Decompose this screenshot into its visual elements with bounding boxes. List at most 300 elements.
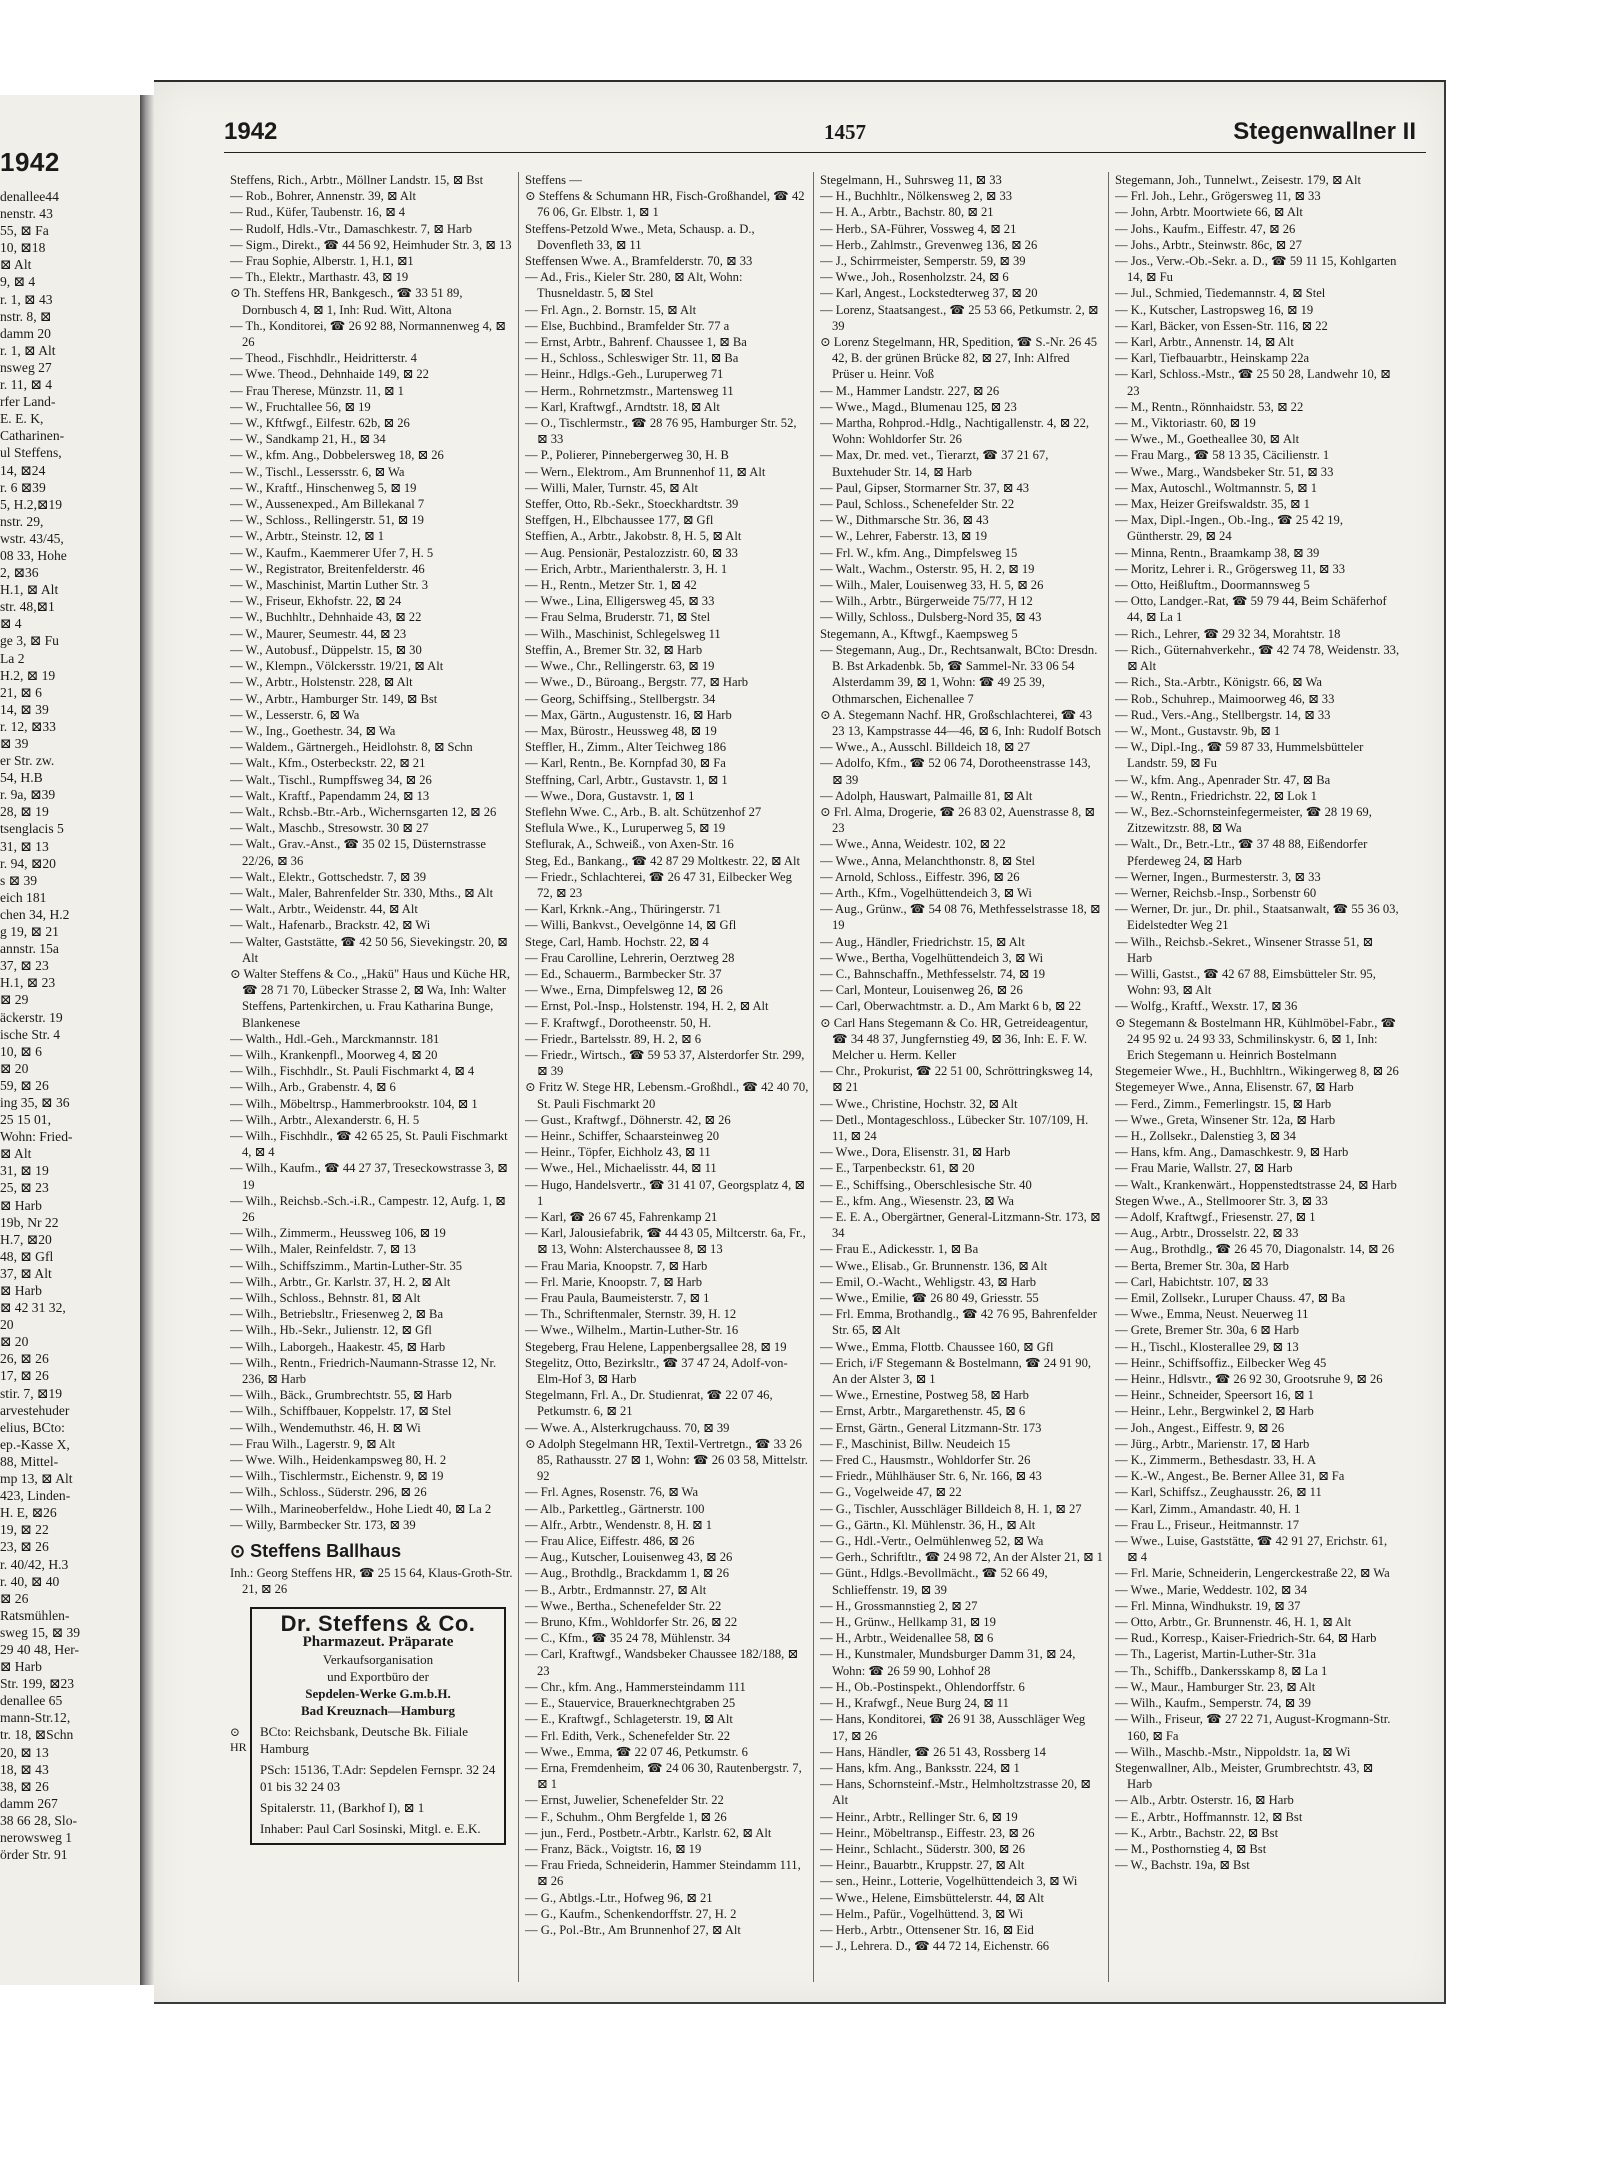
directory-entry: — Th., Schriftenmaler, Sternstr. 39, H. 12 — [525, 1307, 737, 1322]
directory-entry: — Hans, Konditorei, ☎ 26 91 38, Ausschläger Weg 17, ⊠ 26 — [820, 1712, 1086, 1743]
directory-entry: ⊙ Carl Hans Stegemann & Co. HR, Getreideagentur, ☎ 34 48 37, Jungfernstieg 49, ⊠ 36, Inh: E. F. W. Melcher u. Herm. Keller — [820, 1015, 1089, 1062]
directory-entry: — Walt., Maler, Bahrenfelder Str. 330, Mths., ⊠ Alt — [230, 885, 494, 900]
directory-entry: — Detl., Montageschloss., Lübecker Str. 107/109, H. 11, ⊠ 24 — [820, 1112, 1089, 1143]
directory-entry: — Herb., Arbtr., Ottensener Str. 16, ⊠ Eid — [820, 1922, 1034, 1937]
directory-entry: — Max, Gärtn., Augustenstr. 16, ⊠ Harb — [525, 707, 732, 722]
directory-entry: — K., Zimmerm., Bethesdastr. 33, H. A — [1115, 1453, 1317, 1468]
directory-entry: — Ernst, Pol.-Insp., Holstenstr. 194, H. 2, ⊠ Alt — [525, 999, 769, 1014]
directory-entry: — W., Arbtr., Steinstr. 12, ⊠ 1 — [230, 529, 384, 544]
directory-columns — [230, 172, 1426, 1982]
directory-entry: Inh.: Georg Steffens HR, ☎ 25 15 64, Klaus-Groth-Str. 21, ⊠ 26 — [230, 1566, 513, 1597]
directory-entry: — Frau Maria, Knoopstr. 7, ⊠ Harb — [525, 1258, 708, 1273]
directory-entry: — Sigm., Direkt., ☎ 44 56 92, Heimhuder Str. 3, ⊠ 13 — [230, 237, 512, 252]
fragment-line: 31, ⊠ 13 — [0, 838, 49, 854]
directory-entry: — Wilh., Hb.-Sekr., Julienstr. 12, ⊠ Gfl — [230, 1323, 432, 1338]
directory-entry: — Wilh., Schiffszimm., Martin-Luther-Str. 35 — [230, 1258, 463, 1273]
directory-entry: — Rich., Lehrer, ☎ 29 32 34, Morahtstr. 18 — [1115, 626, 1341, 641]
directory-entry: — Hans, Händler, ☎ 26 51 43, Rossberg 14 — [820, 1744, 1046, 1759]
directory-entry: — Paul, Schloss., Schenefelder Str. 22 — [820, 497, 1015, 512]
directory-entry: — Frl. Emma, Brothandlg., ☎ 42 76 95, Bahrenfelder Str. 65, ⊠ Alt — [820, 1307, 1097, 1338]
directory-entry: — Carl, Habichtstr. 107, ⊠ 33 — [1115, 1274, 1269, 1289]
directory-entry: — W., Mont., Gustavstr. 9b, ⊠ 1 — [1115, 723, 1281, 738]
fragment-line: 17, ⊠ 26 — [0, 1368, 49, 1384]
fragment-line: 29 40 48, Her- — [0, 1641, 80, 1657]
directory-entry: Steffning, Carl, Arbtr., Gustavstr. 1, ⊠ 1 — [525, 772, 728, 787]
directory-entry: — Joh., Angest., Eiffestr. 9, ⊠ 26 — [1115, 1420, 1285, 1435]
directory-entry: — Walt., Arbtr., Weidenstr. 44, ⊠ Alt — [230, 902, 418, 917]
ballhaus-heading: ⊙ Steffens Ballhaus — [230, 1541, 402, 1562]
directory-entry: — Berta, Bremer Str. 30a, ⊠ Harb — [1115, 1258, 1289, 1273]
directory-entry: — Paul, Gipser, Stormarner Str. 37, ⊠ 43 — [820, 480, 1030, 495]
directory-entry: — Karl, Zimm., Amandastr. 40, H. 1 — [1115, 1501, 1301, 1516]
directory-entry: — Werner, Ingen., Burmesterstr. 3, ⊠ 33 — [1115, 869, 1321, 884]
directory-entry: — G., Pol.-Btr., Am Brunnenhof 27, ⊠ Alt — [525, 1922, 741, 1937]
directory-entry: — Wwe., Erna, Dimpfelsweg 12, ⊠ 26 — [525, 983, 723, 998]
directory-entry: — Wwe. A., Alsterkrugchauss. 70, ⊠ 39 — [525, 1420, 730, 1435]
directory-entry: — Frl. Agnes, Rosenstr. 76, ⊠ Wa — [525, 1485, 699, 1500]
directory-entry: — Fred C., Hausmstr., Wohldorfer Str. 26 — [820, 1453, 1031, 1468]
directory-entry: — Carl, Oberwachtmstr. a. D., Am Markt 6 b, ⊠ 22 — [820, 999, 1081, 1014]
directory-entry: — Wilh., Möbeltrsp., Hammerbrookstr. 104, ⊠ 1 — [230, 1096, 478, 1111]
fragment-line: 20, ⊠ 13 — [0, 1744, 49, 1760]
fragment-line: ⊠ 20 — [0, 1334, 29, 1350]
directory-entry: Stege, Carl, Hamb. Hochstr. 22, ⊠ 4 — [525, 934, 709, 949]
directory-entry: — G., Abtlgs.-Ltr., Hofweg 96, ⊠ 21 — [525, 1890, 713, 1905]
directory-entry: — M., Rentn., Rönnhaidstr. 53, ⊠ 22 — [1115, 399, 1304, 414]
directory-entry: — H., Grossmannstieg 2, ⊠ 27 — [820, 1598, 978, 1613]
directory-entry: — Jos., Verw.-Ob.-Sekr. a. D., ☎ 59 11 15, Kohlgarten 14, ⊠ Fu — [1115, 254, 1397, 285]
column-2 — [525, 172, 814, 1982]
directory-entry: Steg, Ed., Bankang., ☎ 42 87 29 Moltkestr. 22, ⊠ Alt — [525, 853, 800, 868]
directory-entry: — Gerh., Schriftltr., ☎ 24 98 72, An der Alster 21, ⊠ 1 — [820, 1550, 1103, 1565]
fragment-line: nstr. 8, ⊠ — [0, 308, 52, 324]
fragment-line: H. E, ⊠26 — [0, 1505, 57, 1521]
directory-entry: — Rich., Sta.-Arbtr., Königstr. 66, ⊠ Wa — [1115, 675, 1322, 690]
directory-entry: — Adolph, Hauswart, Palmaille 81, ⊠ Alt — [820, 788, 1033, 803]
directory-entry: — C., Bahnschaffn., Methfesselstr. 74, ⊠ 19 — [820, 966, 1046, 981]
directory-entry: — Karl, Schloss.-Mstr., ☎ 25 50 28, Landwehr 10, ⊠ 23 — [1115, 367, 1391, 398]
fragment-line: 28, ⊠ 19 — [0, 804, 49, 820]
directory-entry: — W., Kraftf., Hinschenweg 5, ⊠ 19 — [230, 480, 417, 495]
directory-entry: — Rob., Bohrer, Annenstr. 39, ⊠ Alt — [230, 189, 417, 204]
ad-bank: BCto: Reichsbank, Deutsche Bk. Filiale Hamburg — [260, 1724, 468, 1757]
directory-entry: — Wwe., Emilie, ☎ 26 80 49, Griesstr. 55 — [820, 1291, 1039, 1306]
fragment-line: ⊠ 26 — [0, 1590, 29, 1606]
directory-entry: — Wilh., Betriebsltr., Friesenweg 2, ⊠ Ba — [230, 1307, 444, 1322]
directory-entry: — G., Hdl.-Vertr., Oelmühlenweg 52, ⊠ Wa — [820, 1534, 1044, 1549]
directory-entry: Steffens, Rich., Arbtr., Möllner Landstr. 15, ⊠ Bst — [230, 173, 484, 187]
fragment-line: 19b, Nr 22 — [0, 1214, 59, 1230]
directory-entry: — Wwe., Greta, Winsener Str. 12a, ⊠ Harb — [1115, 1112, 1336, 1127]
directory-entry: — B., Arbtr., Erdmannstr. 27, ⊠ Alt — [525, 1582, 707, 1597]
directory-entry: — Walt., Hafenarb., Brackstr. 42, ⊠ Wi — [230, 918, 431, 933]
directory-entry: — Karl, Tiefbauarbtr., Heinskamp 22a — [1115, 351, 1310, 366]
directory-entry: Stegemeier Wwe., H., Buchhltrn., Wikingerweg 8, ⊠ 26 — [1115, 1064, 1399, 1079]
directory-entry: — G., Tischler, Ausschläger Billdeich 8, H. 1, ⊠ 27 — [820, 1501, 1082, 1516]
directory-entry: — Wilh., Arbtr., Bürgerweide 75/77, H 12 — [820, 594, 1033, 609]
directory-entry: — Max, Bürostr., Heussweg 48, ⊠ 19 — [525, 723, 717, 738]
fragment-line: ⊠ 4 — [0, 616, 22, 632]
directory-entry: — Erich, i/F Stegemann & Bostelmann, ☎ 24 91 90, An der Alster 3, ⊠ 1 — [820, 1355, 1092, 1387]
fragment-line: 25 15 01, — [0, 1112, 51, 1128]
fragment-line: 2, ⊠36 — [0, 565, 39, 581]
directory-entry: — Hugo, Handelsvertr., ☎ 31 41 07, Georgsplatz 4, ⊠ 1 — [525, 1177, 805, 1208]
directory-entry: — Wilh., Schiffbauer, Koppelstr. 17, ⊠ Stel — [230, 1404, 452, 1419]
fragment-line: 23, ⊠ 26 — [0, 1539, 49, 1555]
fragment-line: s ⊠ 39 — [0, 872, 38, 888]
directory-entry: — Wwe. Theod., Dehnhaide 149, ⊠ 22 — [230, 367, 429, 382]
directory-entry: — Herb., SA-Führer, Vossweg 4, ⊠ 21 — [820, 221, 1017, 236]
fragment-line: 21, ⊠ 6 — [0, 684, 42, 700]
directory-entry: — Walt., Elektr., Gottschedstr. 7, ⊠ 39 — [230, 869, 427, 884]
directory-entry: Stegelmann, H., Suhrsweg 11, ⊠ 33 — [820, 173, 1002, 187]
ad-address: Spitalerstr. 11, (Barkhof I), ⊠ 1 — [260, 1800, 425, 1816]
directory-entry: — Karl, Arbtr., Annenstr. 14, ⊠ Alt — [1115, 335, 1294, 350]
directory-entry: — Erich, Arbtr., Marienthalerstr. 3, H. 1 — [525, 561, 728, 576]
fragment-line: Catharinen- — [0, 428, 65, 444]
advertisement-box — [250, 1607, 506, 1845]
directory-entry: — W., Friseur, Ekhofstr. 22, ⊠ 24 — [230, 594, 402, 609]
directory-entry: — Gust., Kraftwgf., Döhnerstr. 42, ⊠ 26 — [525, 1112, 731, 1127]
directory-entry: — G., Gärtn., Kl. Mühlenstr. 36, H., ⊠ Alt — [820, 1517, 1036, 1532]
fragment-line: r. 12, ⊠33 — [0, 718, 56, 734]
ad-line: und Exportbüro der — [327, 1669, 429, 1685]
fragment-line: örder Str. 91 — [0, 1847, 68, 1863]
directory-entry: — M., Viktoriastr. 60, ⊠ 19 — [1115, 416, 1256, 431]
directory-entry: — C., Kfm., ☎ 35 24 78, Mühlenstr. 34 — [525, 1631, 731, 1646]
directory-entry: — Th., Konditorei, ☎ 26 92 88, Normannenweg 4, ⊠ 26 — [230, 318, 506, 350]
directory-entry: — M., Hammer Landstr. 227, ⊠ 26 — [820, 383, 1000, 398]
directory-entry: — Hans, Schornsteinf.-Mstr., Helmholtzstrasse 20, ⊠ Alt — [820, 1777, 1091, 1808]
directory-entry: — F., Maschinist, Billw. Neudeich 15 — [820, 1436, 1011, 1451]
directory-entry: — G., Kaufm., Schenkendorffstr. 27, H. 2 — [525, 1906, 737, 1921]
directory-entry: — Ferd., Zimm., Femerlingstr. 15, ⊠ Harb — [1115, 1096, 1332, 1111]
directory-entry: — Wwe., Bertha, Vogelhüttendeich 3, ⊠ Wi — [820, 950, 1044, 965]
directory-entry: — Karl, Schiffsz., Zeughausstr. 26, ⊠ 11 — [1115, 1485, 1322, 1500]
directory-entry: — W., Arbtr., Hamburger Str. 149, ⊠ Bst — [230, 691, 438, 706]
fragment-line: 37, ⊠ 23 — [0, 958, 49, 974]
directory-entry: Stegen Wwe., A., Stellmoorer Str. 3, ⊠ 33 — [1115, 1193, 1328, 1208]
fragment-line: 18, ⊠ 43 — [0, 1761, 49, 1777]
fragment-line: r. 6 ⊠39 — [0, 479, 46, 495]
directory-entry: — Heinr., Schiffsoffiz., Eilbecker Weg 45 — [1115, 1355, 1327, 1370]
fragment-line: mann-Str.12, — [0, 1710, 71, 1726]
directory-entry: — Wilh., Maler, Reinfeldstr. 7, ⊠ 13 — [230, 1242, 416, 1257]
fragment-line: eich 181 — [0, 889, 47, 905]
directory-entry: — Wwe., Emma, ☎ 22 07 46, Petkumstr. 6 — [525, 1744, 748, 1759]
fragment-line: ische Str. 4 — [0, 1026, 61, 1042]
directory-entry: — Wwe., D., Büroang., Bergstr. 77, ⊠ Harb — [525, 675, 749, 690]
directory-entry: — Frau Alice, Eiffestr. 486, ⊠ 26 — [525, 1534, 695, 1549]
directory-entry: Steflurak, A., Schweiß., von Axen-Str. 16 — [525, 837, 734, 852]
directory-entry: Stegeberg, Frau Helene, Lappenbergsallee 28, ⊠ 19 — [525, 1339, 787, 1354]
directory-entry: — Friedr., Bartelsstr. 89, H. 2, ⊠ 6 — [525, 1031, 702, 1046]
directory-entry: — Frl. W., kfm. Ang., Dimpfelsweg 15 — [820, 545, 1018, 560]
directory-entry: — Wwe., Luise, Gaststätte, ☎ 42 91 27, Erichstr. 61, ⊠ 4 — [1115, 1534, 1388, 1565]
directory-entry: — Wilh., Schloss., Behnstr. 81, ⊠ Alt — [230, 1291, 421, 1306]
fragment-line: elius, BCto: — [0, 1419, 65, 1435]
directory-entry: — W., Tischl., Lessersstr. 6, ⊠ Wa — [230, 464, 405, 479]
directory-entry: — H., Schloss., Schleswiger Str. 11, ⊠ Ba — [525, 351, 739, 366]
directory-entry: — W., Schloss., Rellingerstr. 51, ⊠ 19 — [230, 513, 424, 528]
directory-entry: — Aug., Kutscher, Louisenweg 43, ⊠ 26 — [525, 1550, 733, 1565]
directory-entry: Steffin, A., Bremer Str. 32, ⊠ Harb — [525, 642, 703, 657]
directory-entry: — Frau Marie, Wallstr. 27, ⊠ Harb — [1115, 1161, 1293, 1176]
directory-entry: ⊙ Adolph Stegelmann HR, Textil-Vertretgn., ☎ 33 26 85, Rathausstr. 27 ⊠ 1, Wohn: ☎ 26 03 58, Mittelstr. 92 — [525, 1436, 808, 1484]
directory-entry: — Aug., Grünw., ☎ 54 08 76, Methfesselstrasse 18, ⊠ 19 — [820, 902, 1101, 933]
directory-entry: — W., kfm. Ang., Apenrader Str. 47, ⊠ Ba — [1115, 772, 1331, 787]
previous-page-strip — [0, 95, 142, 1985]
directory-entry: — W., Fruchtallee 56, ⊠ 19 — [230, 399, 371, 414]
fragment-line: 26, ⊠ 26 — [0, 1351, 49, 1367]
directory-entry: — Carl, Kraftwgf., Wandsbeker Chaussee 182/188, ⊠ 23 — [525, 1647, 799, 1678]
directory-entry: — Theod., Fischhdlr., Heidritterstr. 4 — [230, 351, 417, 366]
directory-entry: — Karl, Jalousiefabrik, ☎ 44 43 05, Miltcerstr. 6a, Fr., ⊠ 13, Wohn: Alsterchaussee 8, ⊠ 13 — [525, 1226, 806, 1257]
directory-entry: — Aug., Händler, Friedrichstr. 15, ⊠ Alt — [820, 934, 1025, 949]
fragment-line: 423, Linden- — [0, 1488, 71, 1504]
directory-entry: — Wilh., Maschinist, Schlegelsweg 11 — [525, 626, 721, 641]
directory-entry: — E., Kraftwgf., Schlageterstr. 19, ⊠ Alt — [525, 1712, 733, 1727]
fragment-line: 38, ⊠ 26 — [0, 1778, 49, 1794]
directory-entry: — Erna, Fremdenheim, ☎ 24 06 30, Rautenbergstr. 7, ⊠ 1 — [525, 1760, 802, 1792]
book-gutter — [140, 95, 154, 1985]
directory-entry: — Walth., Hdl.-Geh., Marckmannstr. 181 — [230, 1031, 440, 1046]
directory-entry: — W., Buchhltr., Dehnhaide 43, ⊠ 22 — [230, 610, 422, 625]
directory-entry: Steffgen, H., Elbchaussee 177, ⊠ Gfl — [525, 513, 714, 528]
fragment-line: r. 40/42, H.3 — [0, 1556, 69, 1572]
ad-subtitle: Pharmazeut. Präparate — [302, 1634, 454, 1651]
fragment-line: stir. 7, ⊠19 — [0, 1385, 62, 1401]
directory-entry: — Martha, Rohprod.-Hdlg., Nachtigallenstr. 4, ⊠ 22, Wohn: Wohldorfer Str. 26 — [820, 416, 1090, 447]
directory-entry: — Wwe., Dora, Elisenstr. 31, ⊠ Harb — [820, 1145, 1011, 1160]
fragment-line: H.1, ⊠ Alt — [0, 582, 59, 598]
fragment-line: H.2, ⊠ 19 — [0, 667, 56, 683]
fragment-line: nsweg 27 — [0, 359, 52, 375]
fragment-line: mp 13, ⊠ Alt — [0, 1471, 73, 1487]
fragment-line: ⊠ 20 — [0, 1060, 29, 1076]
directory-entry: — Frl. Joh., Lehr., Grögersweg 11, ⊠ 33 — [1115, 189, 1321, 204]
directory-entry: — W., Dipl.-Ing., ☎ 59 87 33, Hummelsbütteler Landstr. 59, ⊠ Fu — [1115, 740, 1364, 771]
directory-entry: — Wwe., Marg., Wandsbeker Str. 51, ⊠ 33 — [1115, 464, 1334, 479]
directory-entry: — Otto, Heißluftm., Doormannsweg 5 — [1115, 578, 1310, 593]
directory-entry: — Frau Therese, Münzstr. 11, ⊠ 1 — [230, 383, 404, 398]
fragment-line: 59, ⊠ 26 — [0, 1077, 49, 1093]
directory-entry: — W., Bez.-Schornsteinfegermeister, ☎ 28 19 69, Zitzewitzstr. 88, ⊠ Wa — [1115, 804, 1372, 836]
directory-entry: ⊙ Steffens & Schumann HR, Fisch-Großhandel, ☎ 42 76 06, Gr. Elbstr. 1, ⊠ 1 — [525, 189, 805, 220]
directory-entry: — Hans, kfm. Ang., Banksstr. 224, ⊠ 1 — [820, 1760, 1020, 1775]
ad-title: Dr. Steffens & Co. — [280, 1611, 476, 1637]
directory-entry: — F., Schuhm., Ohm Bergfelde 1, ⊠ 26 — [525, 1809, 727, 1824]
directory-entry: Stegemann, Joh., Tunnelwt., Zeisestr. 179, ⊠ Alt — [1115, 173, 1361, 187]
directory-entry: — Wilh., Rentn., Friedrich-Naumann-Strasse 12, Nr. 236, ⊠ Harb — [230, 1355, 497, 1387]
fragment-line: ⊠ Alt — [0, 1146, 32, 1162]
directory-entry: — Walter, Gaststätte, ☎ 42 50 56, Sievekingstr. 20, ⊠ Alt — [230, 934, 508, 965]
fragment-line: rfer Land- — [0, 394, 56, 410]
directory-entry: ⊙ A. Stegemann Nachf. HR, Großschlachterei, ☎ 43 23 13, Kampstrasse 44—46, ⊠ 6, Inh: Rudolf Botsch — [820, 707, 1102, 738]
directory-entry: — Wwe., Helene, Eimsbüttelerstr. 44, ⊠ Alt — [820, 1890, 1045, 1905]
directory-entry: — Wilh., Bäck., Grumbrechtstr. 55, ⊠ Harb — [230, 1388, 452, 1403]
directory-entry: Stegenwallner, Alb., Meister, Grumbrechtstr. 43, ⊠ Harb — [1115, 1760, 1374, 1792]
directory-entry: — E., Stauervice, Brauerknechtgraben 25 — [525, 1696, 736, 1711]
directory-entry: — Karl, Bäcker, von Essen-Str. 116, ⊠ 22 — [1115, 318, 1328, 333]
directory-entry: — Friedr., Mühlhäuser Str. 6, Nr. 166, ⊠ 43 — [820, 1469, 1042, 1484]
directory-entry: — E. E. A., Obergärtner, General-Litzmann-Str. 173, ⊠ 34 — [820, 1210, 1101, 1241]
directory-entry: — Heinr., Lehr., Bergwinkel 2, ⊠ Harb — [1115, 1404, 1314, 1419]
fragment-line: ⊠ Harb — [0, 1283, 42, 1298]
directory-entry: — Moritz, Lehrer i. R., Grögersweg 11, ⊠ 33 — [1115, 561, 1346, 576]
directory-entry: — W., Maurer, Seumestr. 44, ⊠ 23 — [230, 626, 407, 641]
directory-entry: — Wilh., Arbtr., Gr. Karlstr. 37, H. 2, ⊠ Alt — [230, 1274, 451, 1289]
directory-entry: — Frl. Marie, Knoopstr. 7, ⊠ Harb — [525, 1274, 703, 1289]
directory-entry: — Friedr., Schlachterei, ☎ 26 47 31, Eilbecker Weg 72, ⊠ 23 — [525, 869, 792, 900]
directory-entry: — O., Tischlermstr., ☎ 28 76 95, Hamburger Str. 52, ⊠ 33 — [525, 416, 797, 447]
directory-entry: — H. A., Arbtr., Bachstr. 80, ⊠ 21 — [820, 205, 994, 220]
fragment-line: ep.-Kasse X, — [0, 1436, 70, 1452]
header-page-number: 1457 — [824, 120, 866, 144]
directory-entry: — Alb., Arbtr. Osterstr. 16, ⊠ Harb — [1115, 1793, 1294, 1808]
directory-entry: — Frau Wilh., Lagerstr. 9, ⊠ Alt — [230, 1436, 396, 1451]
directory-entry: Steflehn Wwe. C., Arb., B. alt. Schützenhof 27 — [525, 804, 762, 819]
directory-entry: — Heinr., Möbeltransp., Eiffestr. 23, ⊠ 26 — [820, 1825, 1035, 1840]
directory-entry: — Alb., Parkettleg., Gärtnerstr. 100 — [525, 1501, 705, 1516]
directory-entry: — Max, Autoschl., Woltmannstr. 5, ⊠ 1 — [1115, 480, 1318, 495]
fragment-line: nenstr. 43 — [0, 206, 53, 222]
directory-entry: — Chr., kfm. Ang., Hammersteindamm 111 — [525, 1679, 746, 1694]
directory-entry: — Werner, Reichsb.-Insp., Sorbenstr 60 — [1115, 885, 1317, 900]
directory-entry: — J., Lehrera. D., ☎ 44 72 14, Eichenstr. 66 — [820, 1939, 1050, 1954]
directory-entry: — Willy, Schloss., Dulsberg-Nord 35, ⊠ 43 — [820, 610, 1042, 625]
fragment-line: H.7, ⊠20 — [0, 1231, 52, 1247]
fragment-line: tsenglacis 5 — [0, 821, 64, 837]
directory-entry: — W., Autobusf., Düppelstr. 15, ⊠ 30 — [230, 642, 422, 657]
directory-entry: — Arnold, Schloss., Eiffestr. 396, ⊠ 26 — [820, 869, 1020, 884]
directory-entry: — Walt., Krankenwärt., Hoppenstedtstrasse 24, ⊠ Harb — [1115, 1177, 1397, 1192]
fragment-line: denallee44 — [0, 189, 59, 204]
directory-entry: — Wilh., Maschb.-Mstr., Nippoldstr. 1a, ⊠ Wi — [1115, 1744, 1351, 1759]
directory-entry: — Heinr., Töpfer, Eichholz 43, ⊠ 11 — [525, 1145, 711, 1160]
directory-entry: — Frau Selma, Bruderstr. 71, ⊠ Stel — [525, 610, 711, 625]
directory-entry: — Adolfo, Kfm., ☎ 52 06 74, Dorotheenstrasse 143, ⊠ 39 — [820, 756, 1091, 787]
directory-entry: — W., Kaufm., Kaemmerer Ufer 7, H. 5 — [230, 545, 434, 560]
directory-entry: — H., Buchhltr., Nölkensweg 2, ⊠ 33 — [820, 189, 1013, 204]
directory-entry: — Arth., Kfm., Vogelhüttendeich 3, ⊠ Wi — [820, 885, 1032, 900]
fragment-line: ⊠ Harb — [0, 1197, 42, 1213]
fragment-line: La 2 — [0, 650, 25, 666]
fragment-line: ⊠ 42 31 32, — [0, 1300, 66, 1316]
directory-entry: — Friedr., Wirtsch., ☎ 59 53 37, Alsterdorfer Str. 299, ⊠ 39 — [525, 1047, 805, 1079]
fragment-line: nstr. 29, — [0, 513, 44, 529]
directory-entry: — W., Kftfwgf., Eilfestr. 62b, ⊠ 26 — [230, 416, 410, 431]
directory-entry: — sen., Heinr., Lotterie, Vogelhüttendeich 3, ⊠ Wi — [820, 1874, 1078, 1889]
directory-entry: — Johs., Arbtr., Steinwstr. 86c, ⊠ 27 — [1115, 237, 1302, 252]
fragment-line: damm 267 — [0, 1795, 58, 1811]
directory-entry: — Wwe. Wilh., Heidenkampsweg 80, H. 2 — [230, 1453, 447, 1468]
directory-entry: — W., kfm. Ang., Dobbelersweg 18, ⊠ 26 — [230, 448, 444, 463]
directory-entry: — Wilh., Fischhdlr., ☎ 42 65 25, St. Pauli Fischmarkt 4, ⊠ 4 — [230, 1128, 508, 1160]
directory-entry: — Max, Dr. med. vet., Tierarzt, ☎ 37 21 67, Buxtehuder Str. 14, ⊠ Harb — [820, 448, 1049, 479]
directory-entry: — Wilh., Wendemuthstr. 46, H. ⊠ Wi — [230, 1420, 421, 1435]
directory-entry: — Wolfg., Kraftf., Wexstr. 17, ⊠ 36 — [1115, 999, 1298, 1014]
directory-entry: — Frl. Edith, Verk., Schenefelder Str. 22 — [525, 1728, 731, 1743]
directory-entry: — Walt., Kraftf., Papendamm 24, ⊠ 13 — [230, 788, 430, 803]
directory-entry: — W., Arbtr., Holstenstr. 228, ⊠ Alt — [230, 675, 413, 690]
directory-entry: — Wwe., M., Goethealleе 30, ⊠ Alt — [1115, 432, 1300, 447]
directory-entry: — Johs., Kaufm., Eiffestr. 47, ⊠ 26 — [1115, 221, 1296, 236]
directory-entry: — K., Arbtr., Bachstr. 22, ⊠ Bst — [1115, 1825, 1279, 1840]
directory-entry: — Wwe., Emma, Flottb. Chaussee 160, ⊠ Gfl — [820, 1339, 1054, 1354]
directory-entry: — Jul., Schmied, Tiedemannstr. 4, ⊠ Stel — [1115, 286, 1326, 301]
directory-entry: — Frau E., Adickesstr. 1, ⊠ Ba — [820, 1242, 979, 1257]
directory-entry: — Wilh., Marineoberfeldw., Hohe Liedt 40, ⊠ La 2 — [230, 1501, 492, 1516]
directory-entry: — Ad., Fris., Kieler Str. 280, ⊠ Alt, Wohn: Thusneldastr. 5, ⊠ Stel — [525, 270, 743, 301]
directory-entry: — Karl, ☎ 26 67 45, Fahrenkamp 21 — [525, 1210, 718, 1224]
directory-entry: — Aug. Pensionär, Pestalozzistr. 60, ⊠ 33 — [525, 545, 738, 560]
directory-entry: — jun., Ferd., Postbetr.-Arbtr., Karlstr. 62, ⊠ Alt — [525, 1825, 772, 1840]
directory-entry: ⊙ Fritz W. Stege HR, Lebensm.-Großhdl., ☎ 42 40 70, St. Pauli Fischmarkt 20 — [525, 1080, 809, 1111]
directory-entry: — Wwe., Emma, Neust. Neuerweg 11 — [1115, 1307, 1309, 1322]
directory-entry: — Wwe., Anna, Melanchthonstr. 8, ⊠ Stel — [820, 853, 1035, 868]
directory-entry: — H., Ob.-Postinspekt., Ohlendorffstr. 6 — [820, 1679, 1025, 1694]
directory-entry: — Heinr., Hdlsvtr., ☎ 26 92 30, Grootsruhe 9, ⊠ 26 — [1115, 1372, 1383, 1387]
fragment-line: ul Steffens, — [0, 445, 62, 461]
fragment-line: wstr. 43/45, — [0, 530, 64, 546]
directory-entry: Steffer, Otto, Rb.-Sekr., Stoeckhardtstr. 39 — [525, 497, 739, 512]
directory-entry: — Helm., Pafür., Vogelhüttend. 3, ⊠ Wi — [820, 1906, 1024, 1921]
directory-entry: — Frl. Marie, Schneiderin, Lengerckestraße 22, ⊠ Wa — [1115, 1566, 1390, 1581]
directory-entry: — Walt., Wachm., Osterstr. 95, H. 2, ⊠ 19 — [820, 561, 1035, 576]
directory-entry: — Rud., Korresp., Kaiser-Friedrich-Str. 64, ⊠ Harb — [1115, 1631, 1377, 1646]
directory-entry: — Karl, Krknk.-Ang., Thüringerstr. 71 — [525, 902, 721, 917]
directory-entry: — Heinr., Schlacht., Süderstr. 300, ⊠ 26 — [820, 1841, 1026, 1856]
fragment-line: ⊠ 29 — [0, 992, 29, 1008]
fragment-line: arvestehuder — [0, 1402, 70, 1418]
directory-entry: — Else, Buchbind., Bramfelder Str. 77 a — [525, 318, 730, 333]
directory-entry: — Chr., Prokurist, ☎ 22 51 00, Schröttringksweg 14, ⊠ 21 — [820, 1064, 1093, 1095]
fragment-line: Wohn: Fried- — [0, 1129, 73, 1145]
directory-entry: Stegemeyer Wwe., Anna, Elisenstr. 67, ⊠ Harb — [1115, 1080, 1354, 1095]
directory-entry: — Minna, Rentn., Braamkamp 38, ⊠ 39 — [1115, 545, 1320, 560]
directory-entry: Steffens — — [525, 173, 582, 187]
directory-entry: — H., Grünw., Hellkamp 31, ⊠ 19 — [820, 1615, 996, 1630]
directory-entry: — Rud., Küfer, Taubenstr. 16, ⊠ 4 — [230, 205, 406, 220]
directory-entry: — H., Arbtr., Weidenallee 58, ⊠ 6 — [820, 1631, 994, 1646]
directory-entry: — W., Rentn., Friedrichstr. 22, ⊠ Lok 1 — [1115, 788, 1317, 803]
directory-entry: Stegemann, A., Kftwgf., Kaempsweg 5 — [820, 626, 1018, 641]
directory-entry: — Willi, Bankvst., Oevelgönne 14, ⊠ Gfl — [525, 918, 737, 933]
directory-entry: — Rich., Güternahverkehr., ☎ 42 74 78, Weidenstr. 33, ⊠ Alt — [1115, 642, 1400, 674]
directory-entry: — Wwe., Wilhelm., Martin-Luther-Str. 16 — [525, 1323, 739, 1338]
directory-entry: Steffens-Petzold Wwe., Meta, Schausp. a. D., Dovenfleth 33, ⊠ 11 — [525, 221, 755, 252]
column-1 — [230, 172, 519, 1982]
fragment-line: 88, Mittel- — [0, 1453, 59, 1469]
directory-entry: — Heinr., Schiffer, Schaarsteinweg 20 — [525, 1128, 720, 1143]
fragment-line: ⊠ 39 — [0, 736, 29, 751]
directory-entry: — Emil, O.-Wacht., Wehligstr. 43, ⊠ Harb — [820, 1274, 1037, 1289]
directory-entry: — Karl, Angest., Lockstedterweg 37, ⊠ 20 — [820, 286, 1038, 301]
fragment-line: er Str. zw. — [0, 753, 55, 769]
directory-entry: — Günt., Hdlgs.-Bevollmächt., ☎ 52 66 49, Schlieffenstr. 19, ⊠ 39 — [820, 1566, 1048, 1597]
directory-entry: — Ernst, Juwelier, Schenefelder Str. 22 — [525, 1793, 724, 1808]
fragment-line: ge 3, ⊠ Fu — [0, 633, 59, 649]
fragment-line: 19, ⊠ 22 — [0, 1522, 49, 1538]
fragment-line: 20 — [0, 1317, 14, 1333]
directory-entry: — Max, Dipl.-Ingen., Ob.-Ing., ☎ 25 42 19, Güntherstr. 29, ⊠ 24 — [1115, 513, 1344, 544]
directory-entry: — W., Sandkamp 21, H., ⊠ 34 — [230, 432, 386, 447]
directory-entry: — Georg, Schiffsing., Stellbergstr. 34 — [525, 691, 716, 706]
ad-owner: Inhaber: Paul Carl Sosinski, Mitgl. e. E.K. — [260, 1821, 481, 1837]
directory-entry: — Aug., Arbtr., Drosselstr. 22, ⊠ 33 — [1115, 1226, 1299, 1241]
directory-entry: Steffler, H., Zimm., Alter Teichweg 186 — [525, 740, 727, 755]
